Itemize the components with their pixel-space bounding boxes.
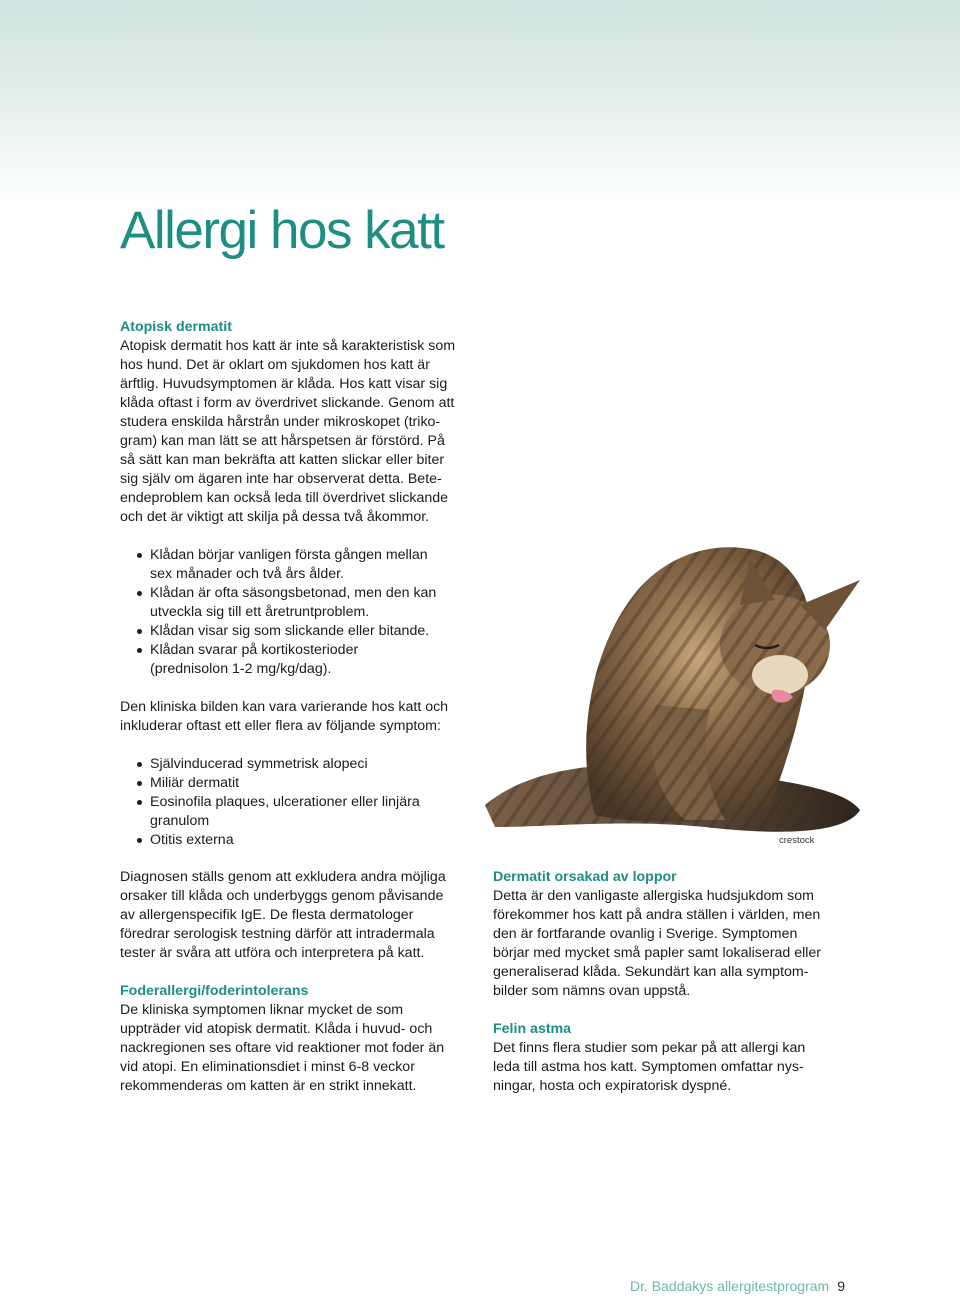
text-line: Detta är den vanligaste allergiska hudsjukdom som	[493, 888, 814, 904]
section-heading-foder: Foderallergi/foderintolerans	[120, 983, 309, 999]
text-line: ningar, hosta och expiratorisk dyspné.	[493, 1078, 732, 1094]
photo-credit: crestock	[779, 835, 815, 846]
page-number: 9	[837, 1278, 845, 1294]
list-item: Miliär dermatit	[120, 774, 480, 793]
text-line: börjar med mycket små papler samt lokaliserad eller	[493, 945, 822, 961]
list-item: Klådan börjar vanligen första gången mellan sex månader och två års ålder.	[120, 546, 480, 584]
text-line: generaliserad klåda. Sekundärt kan alla symptom-	[493, 964, 809, 980]
text-line: endeproblem kan också leda till överdrivet slickande	[120, 490, 449, 506]
header-band	[0, 0, 960, 205]
text-line: sig själv om ägaren inte har observerat detta. Bete-	[120, 471, 442, 487]
astma-paragraph	[493, 1039, 843, 1096]
list-item: Klådan visar sig som slickande eller bitande.	[120, 622, 480, 641]
text-line: Den kliniska bilden kan vara varierande hos katt och	[120, 699, 449, 715]
text-line: Diagnosen ställs genom att exkludera andra möjliga	[120, 869, 446, 885]
section-heading-loppor: Dermatit orsakad av loppor	[493, 869, 677, 885]
page-title: Allergi hos katt	[120, 201, 444, 260]
text-line: rekommenderas om katten är en strikt innekatt.	[120, 1078, 417, 1094]
text-line: nackregionen ses oftare vid reaktioner mot foder än	[120, 1040, 445, 1056]
text-line: ärftlig. Huvudsymptomen är klåda. Hos katt visar sig	[120, 376, 448, 392]
left-bottom-column	[120, 868, 480, 1096]
footer-title: Dr. Baddakys allergitestprogram	[630, 1278, 830, 1294]
text-line: Det finns flera studier som pekar på att allergi kan	[493, 1040, 806, 1056]
text-line: av allergenspecifik IgE. De flesta dermatologer	[120, 907, 414, 923]
list-item: Klådan svarar på kortikosterioder (prednisolon 1-2 mg/kg/dag).	[120, 641, 480, 679]
text-line: inkluderar oftast ett eller flera av följande symptom:	[120, 718, 441, 734]
text-line: föredrar serologisk testning därför att intradermala	[120, 926, 435, 942]
diagnos-paragraph	[120, 868, 480, 963]
section-heading-atopisk: Atopisk dermatit	[120, 319, 232, 335]
cat-photo	[455, 505, 875, 845]
text-line: uppträder vid atopisk dermatit. Klåda i huvud- och	[120, 1021, 433, 1037]
text-line: bilder som nämns ovan uppstå.	[493, 983, 691, 999]
loppor-paragraph	[493, 887, 843, 1001]
text-line: tester är svåra att utföra och interpretera på katt.	[120, 945, 425, 961]
text-line: leda till astma hos katt. Symptomen omfattar nys-	[493, 1059, 804, 1075]
text-line: Atopisk dermatit hos katt är inte så karakteristisk som	[120, 338, 456, 354]
foder-paragraph	[120, 1001, 480, 1096]
list-item: Klådan är ofta säsongsbetonad, men den kan utveckla sig till ett åretruntproblem.	[120, 584, 480, 622]
list-item: Eosinofila plaques, ulcerationer eller linjära granulom	[120, 793, 480, 831]
text-line: den är fortfarande ovanlig i Sverige. Symptomen	[493, 926, 798, 942]
section-heading-astma: Felin astma	[493, 1021, 572, 1037]
text-line: studera enskilda hårstrån under mikroskopet (triko-	[120, 414, 441, 430]
text-line: vid atopi. En eliminationsdiet i minst 6-8 veckor	[120, 1059, 415, 1075]
text-line: och det är viktigt att skilja på dessa två åkommor.	[120, 509, 430, 525]
text-line: förekommer hos katt på andra ställen i världen, men	[493, 907, 821, 923]
main-text-column	[120, 318, 480, 850]
list-item: Självinducerad symmetrisk alopeci	[120, 755, 480, 774]
text-line: så sätt kan man bekräfta att katten slickar eller biter	[120, 452, 445, 468]
kliniska-paragraph	[120, 698, 480, 736]
text-line: hos hund. Det är oklart om sjukdomen hos katt är	[120, 357, 430, 373]
right-bottom-column	[493, 868, 843, 1096]
text-line: De kliniska symptomen liknar mycket de som	[120, 1002, 404, 1018]
text-line: klåda oftast i form av överdrivet slickande. Genom att	[120, 395, 455, 411]
list-item: Otitis externa	[120, 831, 480, 850]
page-footer	[630, 1278, 845, 1294]
symptom-bullet-list	[120, 755, 480, 850]
atopisk-paragraph	[120, 337, 480, 527]
text-line: orsaker till klåda och underbyggs genom påvisande	[120, 888, 444, 904]
itch-bullet-list	[120, 546, 480, 679]
text-line: gram) kan man lätt se att hårspetsen är förstörd. På	[120, 433, 445, 449]
